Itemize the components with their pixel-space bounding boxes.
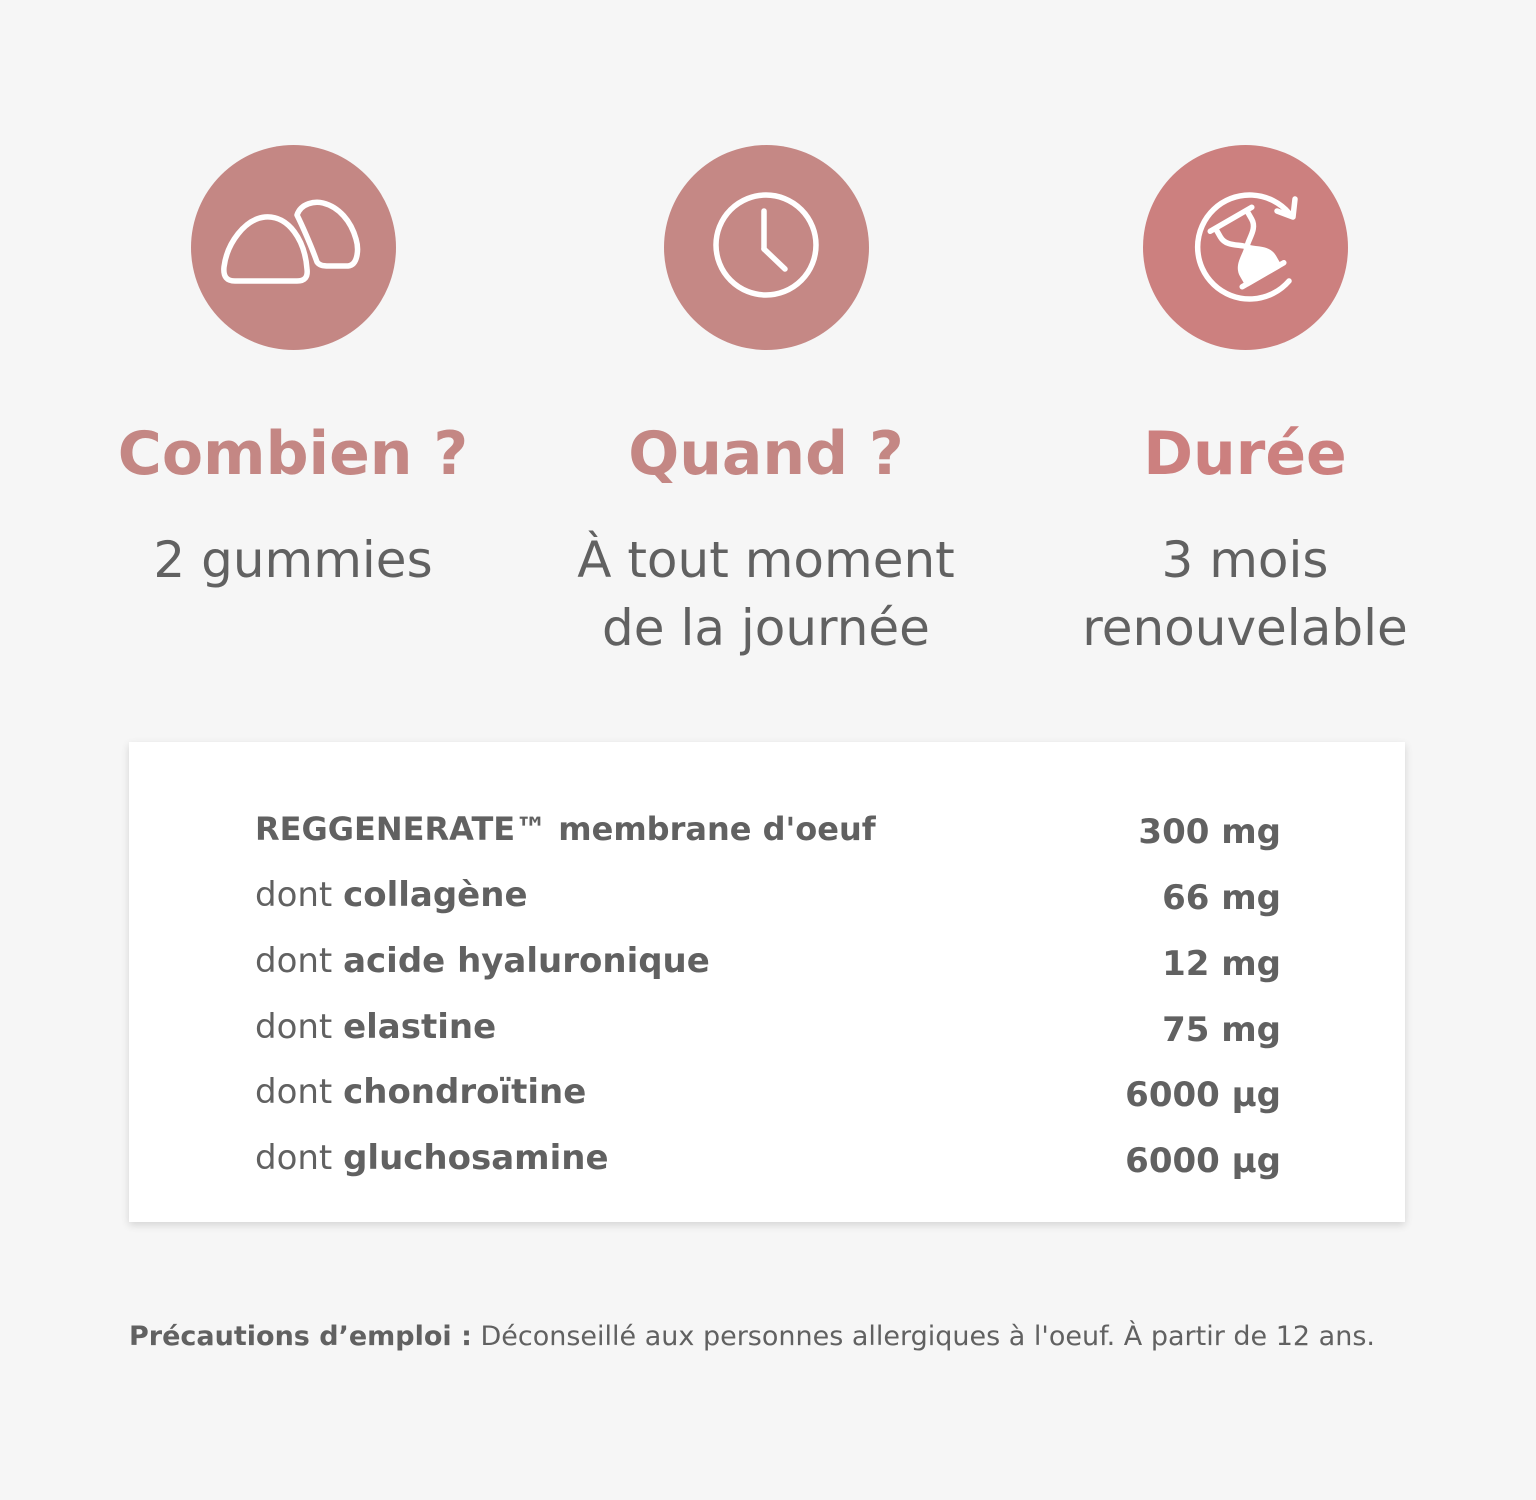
hourglass-refresh-icon <box>1143 145 1348 350</box>
feature-title: Durée <box>1143 419 1347 489</box>
feature-value-line: 3 mois <box>1161 531 1329 589</box>
nutrition-row-label <box>255 870 528 920</box>
feature-value-line: renouvelable <box>1082 599 1408 657</box>
nutrition-row-prefix: dont <box>255 941 344 981</box>
nutrition-card <box>129 742 1405 1222</box>
precautions-label: Précautions d’emploi : <box>129 1321 472 1352</box>
precautions-note <box>129 1315 1419 1359</box>
nutrition-row <box>255 936 1281 986</box>
feature-value-line: de la journée <box>602 599 930 657</box>
nutrition-row-prefix: dont <box>255 1007 344 1047</box>
nutrition-row <box>255 1002 1281 1052</box>
nutrition-row <box>255 1067 1281 1117</box>
nutrition-row-label <box>255 936 710 986</box>
nutrition-row-name: gluchosamine <box>343 1138 609 1178</box>
precautions-text: Déconseillé aux personnes allergiques à l'oeuf. À partir de 12 ans. <box>471 1321 1375 1352</box>
feature-value <box>506 526 1026 662</box>
nutrition-row-prefix: dont <box>255 1138 344 1178</box>
nutrition-row-amount: 75 mg <box>1162 1010 1281 1050</box>
nutrition-row-label <box>255 1133 609 1183</box>
nutrition-row-label <box>255 1002 496 1052</box>
nutrition-header-row <box>255 804 1281 854</box>
nutrition-row <box>255 870 1281 920</box>
nutrition-row-label <box>255 1067 586 1117</box>
feature-value-line: À tout moment <box>577 531 955 589</box>
nutrition-row <box>255 1133 1281 1183</box>
clock-icon <box>664 145 869 350</box>
nutrition-header-label: REGGENERATE™ membrane d'oeuf <box>255 810 876 848</box>
nutrition-row-amount: 6000 µg <box>1125 1075 1281 1115</box>
nutrition-header-amount: 300 mg <box>1138 812 1281 852</box>
feature-title: Quand ? <box>628 419 904 489</box>
nutrition-row-name: chondroïtine <box>343 1072 587 1112</box>
nutrition-row-prefix: dont <box>255 875 344 915</box>
feature-title: Combien ? <box>117 419 469 489</box>
nutrition-row-name: acide hyaluronique <box>343 941 710 981</box>
feature-value-line: 2 gummies <box>153 531 433 589</box>
feature-value <box>33 526 553 594</box>
nutrition-row-amount: 66 mg <box>1162 878 1281 918</box>
nutrition-row-amount: 12 mg <box>1162 944 1281 984</box>
gummies-icon <box>191 145 396 350</box>
nutrition-row-name: elastine <box>343 1007 497 1047</box>
feature-value <box>985 526 1505 662</box>
nutrition-row-name: collagène <box>343 875 528 915</box>
nutrition-row-prefix: dont <box>255 1072 344 1112</box>
nutrition-row-amount: 6000 µg <box>1125 1141 1281 1181</box>
